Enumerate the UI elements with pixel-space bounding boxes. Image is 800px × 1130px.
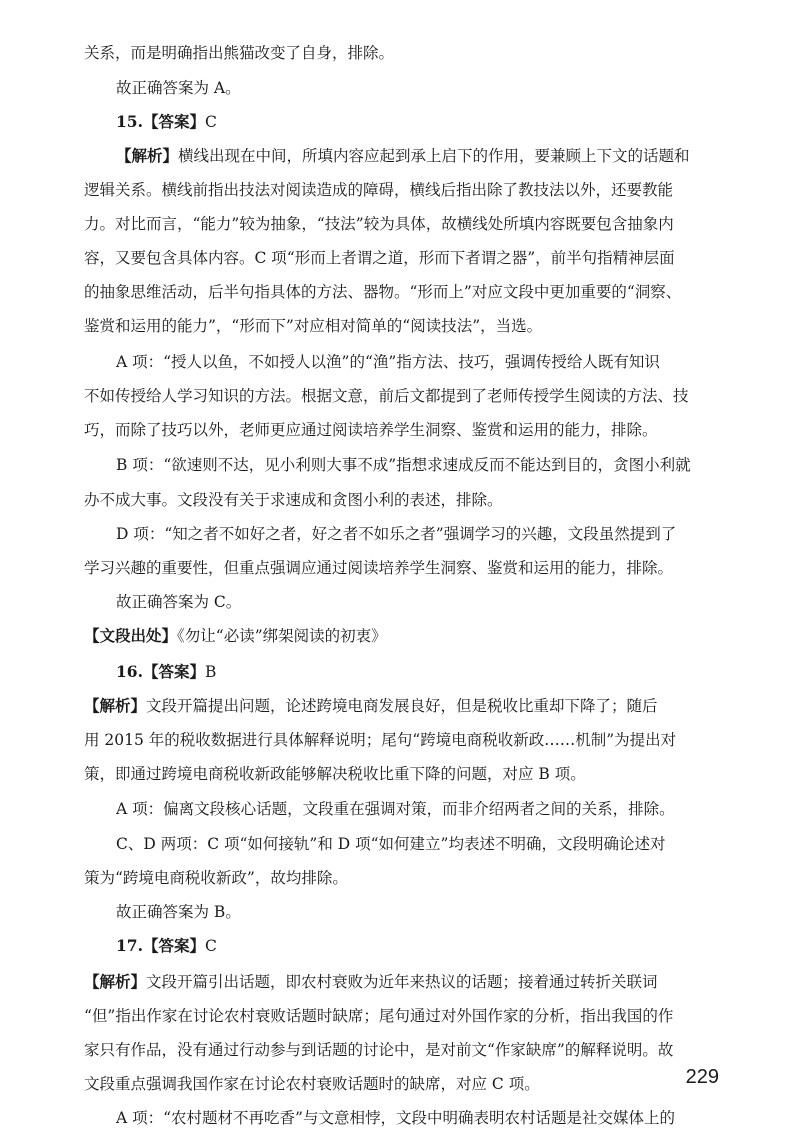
text-line xyxy=(116,146,716,166)
bold-label: 16.【答案】 xyxy=(116,662,205,681)
page-number: 229 xyxy=(685,1066,719,1088)
bold-label: 【文段出处】 xyxy=(84,626,178,645)
text-line xyxy=(84,868,716,888)
text-line xyxy=(116,799,716,819)
text-line xyxy=(84,490,716,510)
line-text: 关系，而是明确指出熊猫改变了自身，排除。 xyxy=(84,44,395,62)
line-text: D 项：“知之者不如好之者，好之者不如乐之者”强调学习的兴趣，文段虽然提到了 xyxy=(116,525,677,543)
line-text: 策，即通过跨境电商税收新政能够解决税收比重下降的问题，对应 B 项。 xyxy=(84,765,586,783)
line-text: 故正确答案为 B。 xyxy=(116,903,241,921)
text-line xyxy=(84,972,716,992)
line-text: 巧，而除了技巧以外，老师更应通过阅读培养学生洞察、鉴赏和运用的能力，排除。 xyxy=(84,421,658,439)
line-text: 《勿让“必读”绑架阅读的初衷》 xyxy=(177,627,387,645)
text-line xyxy=(84,282,716,302)
text-line xyxy=(84,214,716,234)
text-line xyxy=(116,902,716,922)
source-line xyxy=(84,626,716,646)
line-text: 力。对比而言，“能力”较为抽象，“技法”较为具体，故横线处所填内容既要包含抽象内 xyxy=(84,215,674,233)
line-text: B 项：“欲速则不达，见小利则大事不成”指想求速成反而不能达到目的，贪图小利就 xyxy=(116,456,691,474)
text-line xyxy=(84,558,716,578)
text-line xyxy=(84,180,716,200)
line-text: A 项：“授人以鱼，不如授人以渔”的“渔”指方法、技巧，强调传授给人既有知识 xyxy=(116,353,660,371)
answer-17-heading xyxy=(116,936,716,956)
text-line xyxy=(84,1074,716,1094)
text-line xyxy=(84,420,716,440)
line-text: 的抽象思维活动，后半句指具体的方法、器物。“形而上”对应文段中更加重要的“洞察、 xyxy=(84,283,682,301)
line-text: C、D 两项：C 项“如何接轨”和 D 项“如何建立”均表述不明确，文段明确论述对 xyxy=(116,835,666,853)
text-line xyxy=(84,1006,716,1026)
line-text: C xyxy=(204,937,217,955)
text-line xyxy=(116,524,716,544)
line-text: 容，又要包含具体内容。C 项“形而上者谓之道，形而下者谓之器”，前半句指精神层面 xyxy=(84,249,675,267)
bold-label: 17.【答案】 xyxy=(116,936,205,955)
text-line xyxy=(84,764,716,784)
text-line xyxy=(116,455,716,475)
line-text: B xyxy=(204,663,217,681)
line-text: 横线出现在中间，所填内容应起到承上启下的作用，要兼顾上下文的话题和 xyxy=(178,147,690,165)
line-text: 不如传授给人学习知识的方法。根据文意，前后文都提到了老师传授学生阅读的方法、技 xyxy=(84,387,689,405)
text-line xyxy=(116,1108,716,1128)
text-line xyxy=(84,386,716,406)
answer-16-heading xyxy=(116,662,716,682)
line-text: 故正确答案为 A。 xyxy=(116,79,241,97)
line-text: A 项：“农村题材不再吃香”与文意相悖，文段中明确表明农村话题是社交媒体上的 xyxy=(116,1109,675,1127)
answer-15-heading xyxy=(116,112,716,132)
line-text: 家只有作品，没有通过行动参与到话题的讨论中，是对前文“作家缺席”的解释说明。故 xyxy=(84,1041,674,1059)
text-line xyxy=(116,834,716,854)
text-line xyxy=(116,352,716,372)
text-line xyxy=(116,78,716,98)
text-line xyxy=(84,1040,716,1060)
bold-label: 【解析】 xyxy=(116,146,179,165)
text-line xyxy=(116,592,716,612)
line-text: 策为“跨境电商税收新政”，故均排除。 xyxy=(84,869,348,887)
bold-label: 【解析】 xyxy=(84,696,147,715)
bold-label: 【解析】 xyxy=(84,972,147,991)
line-text: 办不成大事。文段没有关于求速成和贪图小利的表述，排除。 xyxy=(84,491,503,509)
line-text: C xyxy=(204,113,217,131)
line-text: 文段重点强调我国作家在讨论农村衰败话题时的缺席，对应 C 项。 xyxy=(84,1075,540,1093)
line-text: 鉴赏和运用的能力”，“形而下”对应相对简单的“阅读技法”，当选。 xyxy=(84,317,543,335)
line-text: 文段开篇提出问题，论述跨境电商发展良好，但是税收比重却下降了；随后 xyxy=(146,697,658,715)
line-text: 文段开篇引出话题，即农村衰败为近年来热议的话题；接着通过转折关联词 xyxy=(146,973,658,991)
bold-label: 15.【答案】 xyxy=(116,112,205,131)
line-text: 逻辑关系。横线前指出技法对阅读造成的障碍，横线后指出除了教技法以外，还要教能 xyxy=(84,181,674,199)
text-line xyxy=(84,248,716,268)
line-text: 故正确答案为 C。 xyxy=(116,593,242,611)
line-text: “但”指出作家在讨论农村衰败话题时缺席；尾句通过对外国作家的分析，指出我国的作 xyxy=(84,1007,674,1025)
text-line xyxy=(84,316,716,336)
text-line xyxy=(84,43,716,63)
line-text: 用 2015 年的税收数据进行具体解释说明；尾句“跨境电商税收新政……机制”为提出对 xyxy=(84,731,677,749)
text-line xyxy=(84,696,716,716)
text-line xyxy=(84,730,716,750)
line-text: 学习兴趣的重要性，但重点强调应通过阅读培养学生洞察、鉴赏和运用的能力，排除。 xyxy=(84,559,674,577)
line-text: A 项：偏离文段核心话题，文段重在强调对策，而非介绍两者之间的关系，排除。 xyxy=(116,800,675,818)
